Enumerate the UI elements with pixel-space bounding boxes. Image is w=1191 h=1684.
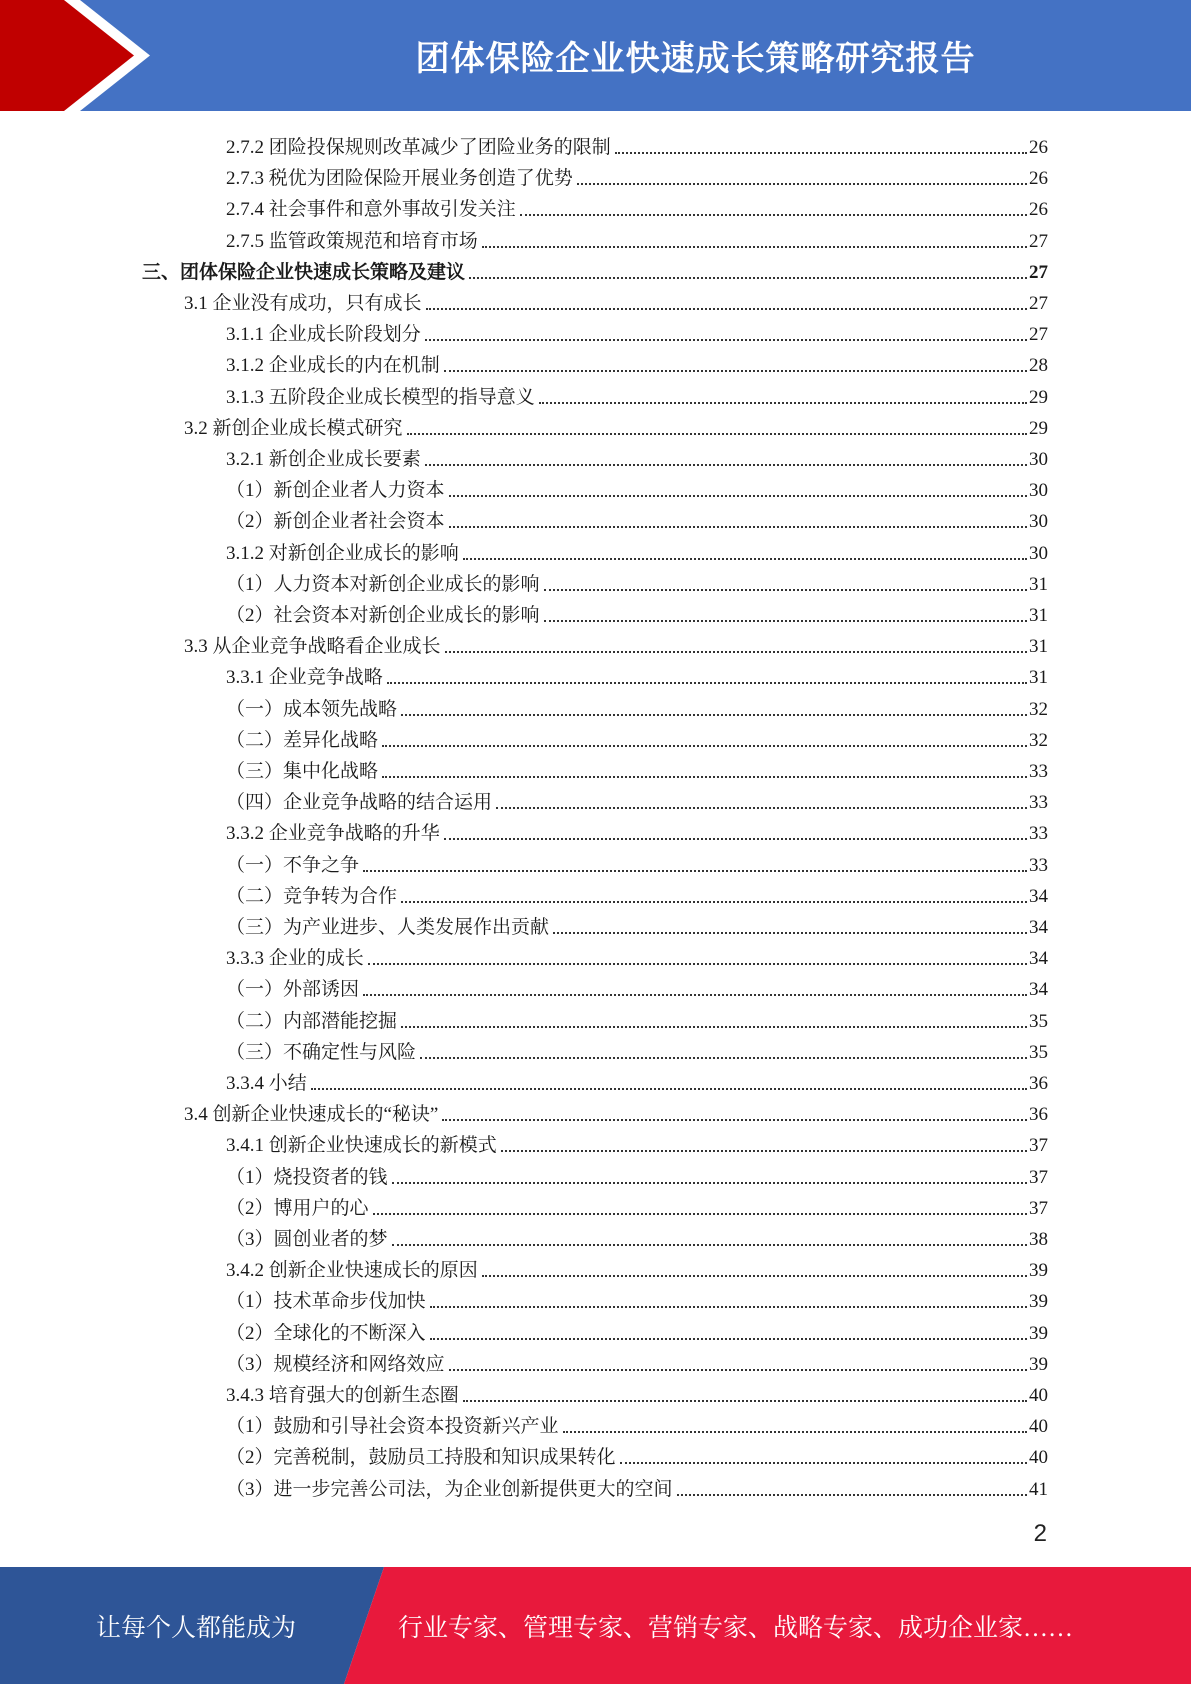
toc-entry[interactable] xyxy=(226,440,1048,471)
toc-entry-page: 38 xyxy=(1029,1229,1048,1250)
toc-entry-label: （3）规模经济和网络效应 xyxy=(226,1353,445,1375)
toc-dot-leader xyxy=(401,714,1027,716)
toc-entry[interactable] xyxy=(226,471,1048,502)
toc-entry-label: 2.7.5 监管政策规范和培育市场 xyxy=(226,230,478,252)
toc-dot-leader xyxy=(449,495,1027,497)
toc-entry[interactable] xyxy=(226,1251,1048,1282)
toc-dot-leader xyxy=(677,1494,1027,1496)
toc-entry[interactable] xyxy=(226,783,1048,814)
toc-entry-page: 41 xyxy=(1029,1478,1048,1500)
toc-entry[interactable] xyxy=(226,1033,1048,1064)
toc-dot-leader xyxy=(387,682,1027,684)
toc-entry-page: 30 xyxy=(1029,511,1048,533)
toc-entry-label: （三）为产业进步、人类发展作出贡献 xyxy=(226,917,550,938)
toc-entry-label: 3.2.1 新创企业成长要素 xyxy=(226,449,421,470)
toc-entry-page: 29 xyxy=(1029,417,1048,439)
toc-entry-label: 3.4.1 创新企业快速成长的新模式 xyxy=(226,1135,497,1157)
toc-entry-label: （3）圆创业者的梦 xyxy=(226,1229,388,1250)
toc-entry[interactable] xyxy=(226,814,1048,845)
toc-entry-page: 31 xyxy=(1029,636,1048,658)
toc-dot-leader xyxy=(449,1369,1027,1371)
toc-entry[interactable] xyxy=(226,1220,1048,1251)
toc-entry[interactable] xyxy=(226,752,1048,783)
toc-dot-leader xyxy=(401,1026,1027,1028)
toc-entry-label: （2）新创企业者社会资本 xyxy=(226,511,445,533)
toc-dot-leader xyxy=(615,152,1027,154)
toc-dot-leader xyxy=(382,776,1027,778)
toc-entry-label: （2）全球化的不断深入 xyxy=(226,1322,426,1344)
toc-entry-page: 27 xyxy=(1029,230,1048,252)
toc-dot-leader xyxy=(469,277,1027,279)
toc-dot-leader xyxy=(482,1275,1027,1277)
toc-entry[interactable] xyxy=(226,222,1048,253)
toc-entry-page: 37 xyxy=(1029,1197,1048,1219)
toc-entry-page: 27 xyxy=(1029,324,1048,346)
toc-entry[interactable] xyxy=(226,1002,1048,1033)
toc-entry-page: 33 xyxy=(1029,854,1048,876)
toc-entry[interactable] xyxy=(226,190,1048,221)
toc-dot-leader xyxy=(392,1244,1027,1246)
toc-entry-label: （1）新创企业者人力资本 xyxy=(226,480,445,502)
toc-entry-label: （1）烧投资者的钱 xyxy=(226,1166,388,1188)
toc-entry-page: 37 xyxy=(1029,1166,1048,1188)
toc-entry-page: 33 xyxy=(1029,823,1048,845)
toc-entry-page: 27 xyxy=(1029,261,1048,283)
toc-dot-leader xyxy=(445,651,1027,653)
toc-dot-leader xyxy=(425,339,1027,341)
toc-entry-page: 33 xyxy=(1029,761,1048,782)
toc-entry[interactable] xyxy=(142,253,1048,284)
toc-entry-page: 33 xyxy=(1029,792,1048,814)
toc-entry-page: 31 xyxy=(1029,573,1048,595)
toc-dot-leader xyxy=(577,183,1027,185)
toc-dot-leader xyxy=(620,1462,1027,1464)
toc-entry-label: 2.7.3 税优为团险保险开展业务创造了优势 xyxy=(226,168,573,190)
toc-dot-leader xyxy=(426,308,1027,310)
toc-entry-page: 34 xyxy=(1029,948,1048,970)
toc-entry[interactable] xyxy=(184,409,1048,440)
toc-dot-leader xyxy=(520,214,1027,216)
toc-entry-label: 2.7.4 社会事件和意外事故引发关注 xyxy=(226,199,516,221)
toc-entry[interactable] xyxy=(184,1095,1048,1126)
toc-entry-page: 34 xyxy=(1029,885,1048,907)
toc-entry[interactable] xyxy=(184,627,1048,658)
toc-entry-page: 26 xyxy=(1029,199,1048,221)
toc-dot-leader xyxy=(311,1088,1027,1090)
toc-entry-page: 32 xyxy=(1029,729,1048,751)
toc-entry[interactable] xyxy=(226,1376,1048,1407)
toc-entry[interactable] xyxy=(226,1189,1048,1220)
toc-entry[interactable] xyxy=(226,502,1048,533)
toc-entry-label: （一）成本领先战略 xyxy=(226,698,398,720)
toc-entry-label: （1）技术革命步伐加快 xyxy=(226,1291,426,1313)
toc-entry[interactable] xyxy=(226,877,1048,908)
toc-dot-leader xyxy=(539,402,1027,404)
toc-dot-leader xyxy=(501,1150,1027,1152)
toc-entry-label: （1）人力资本对新创企业成长的影响 xyxy=(226,573,540,595)
toc-entry[interactable] xyxy=(226,315,1048,346)
toc-entry-label: （2）完善税制，鼓励员工持股和知识成果转化 xyxy=(226,1447,616,1469)
page-header xyxy=(0,0,1191,111)
toc-entry[interactable] xyxy=(184,284,1048,315)
toc-entry-page: 36 xyxy=(1029,1104,1048,1126)
toc-entry-page: 35 xyxy=(1029,1010,1048,1032)
toc-entry-page: 31 xyxy=(1029,605,1048,626)
toc-entry[interactable] xyxy=(226,939,1048,970)
toc-dot-leader xyxy=(463,1400,1027,1402)
toc-entry-page: 40 xyxy=(1029,1385,1048,1406)
toc-entry-page: 29 xyxy=(1029,386,1048,408)
toc-entry-label: （三）集中化战略 xyxy=(226,761,379,782)
toc-entry-label: （3）进一步完善公司法，为企业创新提供更大的空间 xyxy=(226,1478,673,1500)
toc-entry-label: 3.1.2 对新创企业成长的影响 xyxy=(226,542,459,564)
toc-dot-leader xyxy=(363,870,1027,872)
toc-entry-label: （2）博用户的心 xyxy=(226,1197,369,1219)
toc-entry-page: 39 xyxy=(1029,1260,1048,1282)
toc-dot-leader xyxy=(463,558,1027,560)
toc-dot-leader xyxy=(425,464,1027,466)
toc-entry[interactable] xyxy=(226,690,1048,721)
toc-entry-label: 3.3.3 企业的成长 xyxy=(226,948,364,970)
page-number: 2 xyxy=(1033,1520,1047,1547)
toc-entry-page: 28 xyxy=(1029,355,1048,377)
toc-entry-label: 3.2 新创企业成长模式研究 xyxy=(184,417,403,439)
toc-entry[interactable] xyxy=(226,908,1048,939)
toc-entry[interactable] xyxy=(226,1470,1048,1501)
toc-entry-page: 26 xyxy=(1029,168,1048,190)
toc-entry-label: 3.3.4 小结 xyxy=(226,1073,307,1094)
toc-dot-leader xyxy=(482,246,1027,248)
toc-dot-leader xyxy=(373,1213,1027,1215)
toc-entry-label: （一）外部诱因 xyxy=(226,979,360,1001)
toc-entry-page: 40 xyxy=(1029,1447,1048,1469)
toc-entry[interactable] xyxy=(226,128,1048,159)
toc-entry-page: 39 xyxy=(1029,1353,1048,1375)
toc-entry-page: 39 xyxy=(1029,1291,1048,1313)
toc-entry-label: 3.3.2 企业竞争战略的升华 xyxy=(226,823,440,845)
toc-entry-page: 32 xyxy=(1029,698,1048,720)
document-title: 团体保险企业快速成长策略研究报告 xyxy=(415,39,976,79)
toc-entry-label: （二）内部潜能挖掘 xyxy=(226,1010,398,1032)
toc-dot-leader xyxy=(444,370,1027,372)
header-chevron-red xyxy=(0,0,134,111)
toc-entry[interactable] xyxy=(226,658,1048,689)
toc-entry-page: 26 xyxy=(1029,137,1048,158)
toc-entry-label: 3.4.3 培育强大的创新生态圈 xyxy=(226,1385,459,1406)
toc-entry-label: （四）企业竞争战略的结合运用 xyxy=(226,792,493,814)
toc-entry-page: 35 xyxy=(1029,1041,1048,1063)
toc-dot-leader xyxy=(382,745,1027,747)
header-chevron-decoration xyxy=(0,0,200,111)
toc-entry[interactable] xyxy=(226,565,1048,596)
footer-slogan-left: 让每个人都能成为 xyxy=(95,1614,296,1642)
toc-entry-page: 30 xyxy=(1029,542,1048,564)
toc-entry-label: （一）不争之争 xyxy=(226,854,360,876)
toc-entry-page: 40 xyxy=(1029,1416,1048,1438)
toc-entry-page: 30 xyxy=(1029,449,1048,470)
toc-dot-leader xyxy=(444,838,1027,840)
toc-entry[interactable] xyxy=(226,596,1048,627)
toc-entry[interactable] xyxy=(226,1407,1048,1438)
toc-entry[interactable] xyxy=(226,1345,1048,1376)
toc-entry[interactable] xyxy=(226,1282,1048,1313)
footer-slogan-right: 行业专家、管理专家、营销专家、战略专家、成功企业家…… xyxy=(398,1614,1074,1642)
toc-entry[interactable] xyxy=(226,378,1048,409)
toc-entry[interactable] xyxy=(226,346,1048,377)
toc-entry-label: （2）社会资本对新创企业成长的影响 xyxy=(226,605,540,626)
toc-entry-label: （二）差异化战略 xyxy=(226,729,379,751)
toc-entry-page: 27 xyxy=(1029,293,1048,314)
toc-entry[interactable] xyxy=(226,1126,1048,1157)
toc-entry-label: 3.1 企业没有成功，只有成长 xyxy=(184,293,422,314)
toc-dot-leader xyxy=(496,807,1027,809)
toc-entry[interactable] xyxy=(226,534,1048,565)
toc-entry-label: 2.7.2 团险投保规则改革减少了团险业务的限制 xyxy=(226,137,611,158)
toc-dot-leader xyxy=(430,1338,1027,1340)
toc-dot-leader xyxy=(407,433,1027,435)
toc-dot-leader xyxy=(544,620,1027,622)
toc-entry-page: 31 xyxy=(1029,667,1048,689)
toc-entry-label: （1）鼓励和引导社会资本投资新兴产业 xyxy=(226,1416,559,1438)
toc-entry[interactable] xyxy=(226,159,1048,190)
toc-dot-leader xyxy=(368,963,1027,965)
toc-dot-leader xyxy=(563,1431,1027,1433)
toc-dot-leader xyxy=(442,1119,1027,1121)
toc-entry-page: 37 xyxy=(1029,1135,1048,1157)
toc-entry-label: （三）不确定性与风险 xyxy=(226,1041,417,1063)
toc-entry-label: 3.3.1 企业竞争战略 xyxy=(226,667,383,689)
toc-entry[interactable] xyxy=(226,846,1048,877)
toc-entry-label: 3.3 从企业竞争战略看企业成长 xyxy=(184,636,441,658)
toc-entry[interactable] xyxy=(226,970,1048,1001)
toc-entry-page: 34 xyxy=(1029,979,1048,1001)
toc-dot-leader xyxy=(553,932,1027,934)
toc-entry[interactable] xyxy=(226,721,1048,752)
toc-entry[interactable] xyxy=(226,1158,1048,1189)
toc-entry-page: 39 xyxy=(1029,1322,1048,1344)
toc-entry[interactable] xyxy=(226,1438,1048,1469)
toc-entry-page: 36 xyxy=(1029,1073,1048,1094)
toc-dot-leader xyxy=(363,994,1027,996)
toc-dot-leader xyxy=(401,901,1027,903)
toc-dot-leader xyxy=(420,1057,1027,1059)
toc-entry-label: 3.1.3 五阶段企业成长模型的指导意义 xyxy=(226,386,535,408)
toc-entry-label: 3.4 创新企业快速成长的“秘诀” xyxy=(184,1104,439,1126)
toc-entry-page: 30 xyxy=(1029,480,1048,502)
toc-entry-label: （二）竞争转为合作 xyxy=(226,885,398,907)
toc-entry-label: 3.4.2 创新企业快速成长的原因 xyxy=(226,1260,478,1282)
toc-entry[interactable] xyxy=(226,1064,1048,1095)
toc-dot-leader xyxy=(392,1182,1027,1184)
toc-entry-label: 3.1.2 企业成长的内在机制 xyxy=(226,355,440,377)
toc-entry[interactable] xyxy=(226,1314,1048,1345)
toc-entry-label: 3.1.1 企业成长阶段划分 xyxy=(226,324,421,346)
toc-dot-leader xyxy=(544,589,1027,591)
toc-entry-label: 三、团体保险企业快速成长策略及建议 xyxy=(142,261,466,283)
toc-dot-leader xyxy=(430,1306,1027,1308)
toc-dot-leader xyxy=(449,526,1027,528)
page-footer xyxy=(0,1567,1191,1684)
toc-entry-page: 34 xyxy=(1029,917,1048,938)
